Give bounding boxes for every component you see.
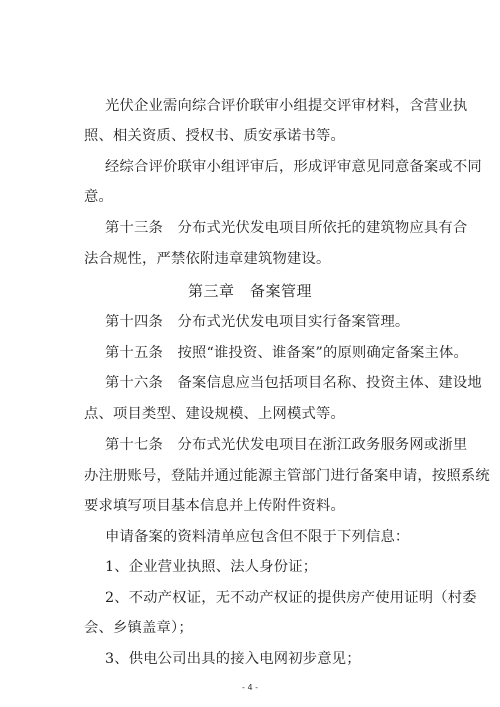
list-item: 2、不动产权证，无不动产权证的提供房产使用证明（村委 bbox=[105, 590, 477, 606]
paragraph-line: 要求填写项目基本信息并上传附件资料。 bbox=[84, 498, 345, 514]
paragraph-line: 意。 bbox=[84, 189, 113, 205]
paragraph-line: 会、乡镇盖章）； bbox=[84, 620, 193, 636]
paragraph-line: 经综合评价联审小组评审后，形成评审意见同意备案或不同 bbox=[105, 159, 482, 175]
paragraph-line: 光伏企业需向综合评价联审小组提交评审材料，含营业执 bbox=[105, 98, 468, 114]
article-13-line: 第十三条 分布式光伏发电项目所依托的建筑物应具有合 bbox=[105, 220, 468, 236]
list-intro-line: 申请备案的资料清单应包含但不限于下列信息： bbox=[105, 529, 410, 545]
article-15-line: 第十五条 按照“谁投资、谁备案”的原则确定备案主体。 bbox=[105, 345, 468, 361]
article-14-line: 第十四条 分布式光伏发电项目实行备案管理。 bbox=[105, 314, 410, 330]
article-16-line: 第十六条 备案信息应当包括项目名称、投资主体、建设地 bbox=[105, 375, 482, 391]
page-number: - 4 - bbox=[242, 683, 258, 692]
paragraph-line: 照、相关资质、授权书、质安承诺书等。 bbox=[84, 128, 345, 144]
paragraph-line: 法合规性，严禁依附违章建筑物建设。 bbox=[84, 251, 331, 267]
article-17-line: 第十七条 分布式光伏发电项目在浙江政务服务网或浙里 bbox=[105, 437, 468, 453]
list-item: 1、企业营业执照、法人身份证； bbox=[105, 559, 318, 575]
paragraph-line: 办注册账号，登陆并通过能源主管部门进行备案申请，按照系统 bbox=[84, 468, 490, 484]
chapter-heading: 第三章 备案管理 bbox=[187, 282, 312, 300]
list-item: 3、供电公司出具的接入电网初步意见； bbox=[105, 651, 361, 667]
paragraph-line: 点、项目类型、建设规模、上网模式等。 bbox=[84, 406, 345, 422]
